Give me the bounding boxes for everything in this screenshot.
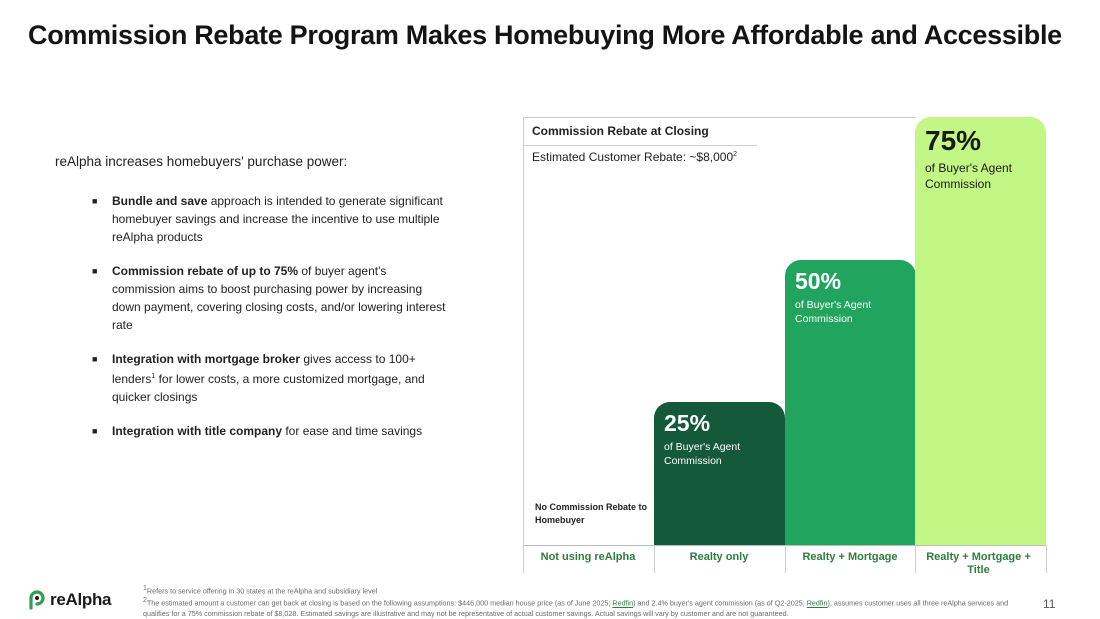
- slide-title: Commission Rebate Program Makes Homebuying More Affordable and Accessible: [28, 20, 1062, 50]
- bullet-text-cont: for lower costs, a more customized mortgage, and quicker closings: [112, 372, 425, 404]
- category-label: Not using reAlpha: [540, 551, 636, 563]
- benefits-list: [92, 192, 452, 456]
- category-label: Realty + Mortgage: [802, 551, 898, 563]
- footnote-1: [143, 584, 1033, 596]
- bullet-item: [92, 262, 452, 334]
- bullet-icon: ■: [92, 266, 98, 276]
- bullet-bold: Commission rebate of up to 75%: [112, 264, 299, 278]
- logo-text: reAlpha: [50, 590, 112, 609]
- redfin-link[interactable]: Redfin: [612, 598, 634, 608]
- chart-title-divider: [524, 145, 757, 146]
- bar-value-label: 50%: [795, 268, 842, 294]
- chart-subtitle: [532, 150, 737, 164]
- chart-title: Commission Rebate at Closing: [532, 124, 709, 138]
- category-label: Realty only: [689, 551, 749, 563]
- intro-text: reAlpha increases homebuyers' purchase power:: [55, 154, 348, 169]
- bullet-bold: Integration with mortgage broker: [112, 352, 301, 366]
- bullet-text: of buyer agent's commission aims to boost purchasing power by increasing down payment, covering closing costs, and/or lowering interest rate: [112, 264, 446, 332]
- bar-caption: of Buyer's Agent Commission: [664, 441, 741, 467]
- bar-value-label: 75%: [925, 125, 982, 156]
- bullet-text: gives access to 100+ lenders: [112, 352, 416, 386]
- footnote-2-text-a: The estimated amount a customer can get back at closing is based on the following assumptions: $446,000 median house price (as of June 2025;: [146, 598, 613, 608]
- footnote-2-text-c: ); assumes customer uses all three reAlpha services and qualifies for a 75% commission rebate of $8,028. Estimated savings are illustrative and may not be representative of actual customer savings. Actual savings will vary by customer and are not guaranteed.: [143, 598, 1009, 618]
- footnote-marker: 2: [143, 597, 147, 605]
- bar-value-label: 25%: [664, 410, 711, 436]
- bar-caption: of Buyer's Agent Commission: [925, 161, 1013, 191]
- footnote-2-text-b: ) and 2.4% buyer's agent commission (as of Q2-2025;: [633, 598, 807, 608]
- category-label: Realty + Mortgage + Title: [926, 551, 1031, 576]
- rebate-chart: [523, 117, 1046, 576]
- bullet-icon: ■: [92, 196, 98, 206]
- bullet-item: [92, 422, 452, 440]
- bar-caption: of Buyer's Agent Commission: [795, 299, 872, 325]
- bar-75-pct: [915, 117, 1046, 545]
- footnote-2: [143, 596, 1033, 618]
- bullet-item: [92, 192, 452, 246]
- bullet-bold: Bundle and save: [112, 194, 208, 208]
- bullet-icon: ■: [92, 354, 98, 364]
- footnotes: [143, 584, 1033, 619]
- axis-tick: [1046, 545, 1047, 573]
- chart-subtitle-text: Estimated Customer Rebate: ~$8,000: [532, 150, 734, 164]
- zero-rebate-label: No Commission Rebate to Homebuyer: [535, 502, 648, 525]
- bullet-icon: ■: [92, 426, 98, 436]
- bar-25-pct: [654, 402, 785, 545]
- bullet-bold: Integration with title company: [112, 424, 283, 438]
- footnote-1-text: Refers to service offering in 30 states at the reAlpha and subsidiary level: [146, 586, 378, 596]
- footnote-ref: 1: [151, 373, 156, 380]
- footnote-marker: 1: [143, 585, 147, 592]
- bullet-text: for ease and time savings: [282, 424, 423, 438]
- bullet-item: [92, 350, 452, 406]
- footnote-ref: 2: [733, 151, 738, 158]
- redfin-link[interactable]: Redfin: [806, 598, 828, 608]
- realpha-logo-icon: [28, 590, 48, 610]
- bar-50-pct: [785, 260, 916, 545]
- company-logo: [28, 590, 111, 610]
- bullet-text: approach is intended to generate significant homebuyer savings and increase the incentive to use multiple reAlpha products: [112, 194, 443, 244]
- page-number: 11: [1043, 597, 1056, 611]
